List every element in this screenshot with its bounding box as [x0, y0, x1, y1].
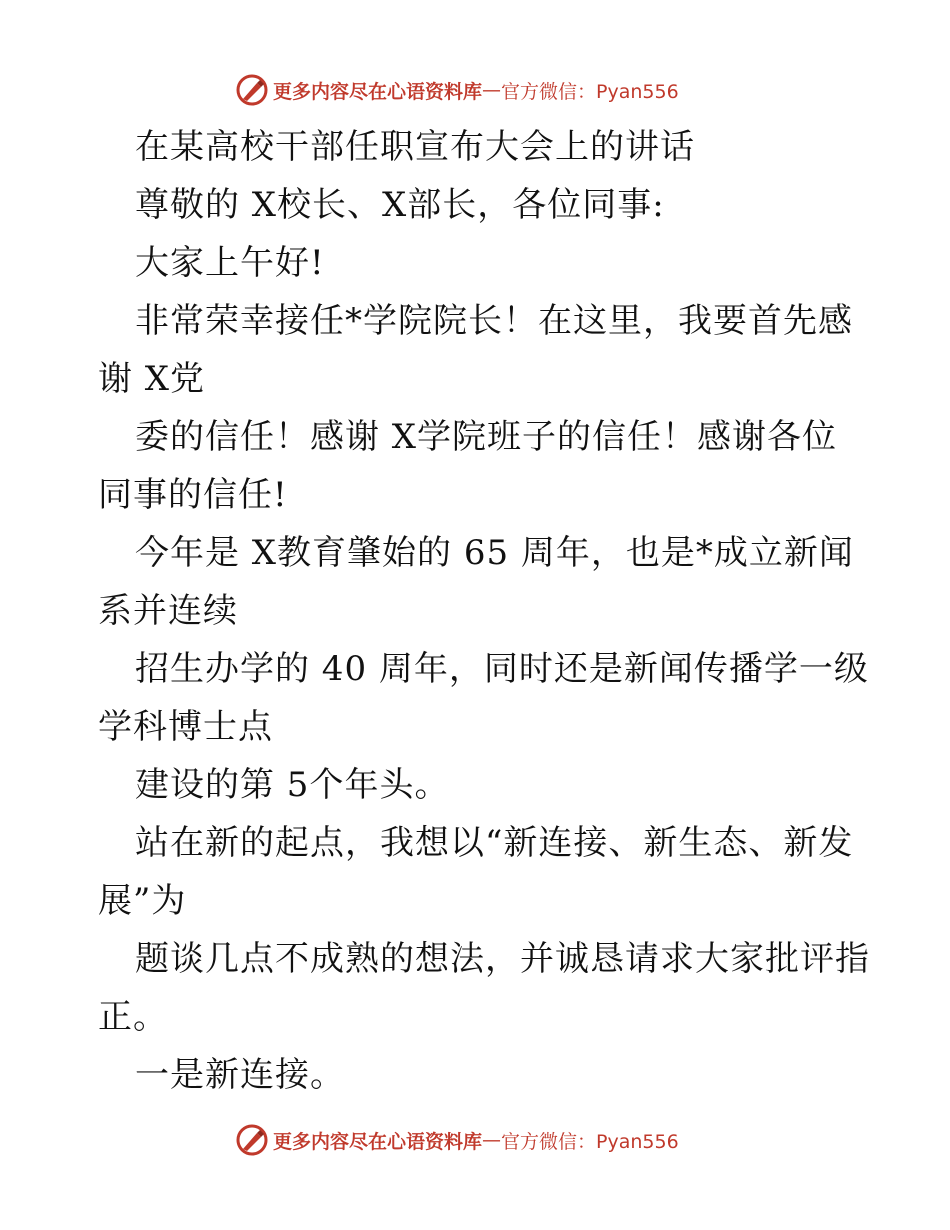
document-body — [98, 118, 868, 1104]
footer-watermark-banner — [235, 1122, 679, 1158]
paragraph-line: 委的信任！感谢 X学院班子的信任！感谢各位 — [135, 417, 838, 457]
paragraph-line: 题谈几点不成熟的想法，并诚恳请求大家批评指 — [135, 939, 870, 979]
paragraph-line: 非常荣幸接任*学院院长！在这里，我要首先感 — [135, 301, 853, 341]
paragraph-line: 展”为 — [98, 881, 187, 921]
banner-brand-text: 更多内容尽在心语资料库 — [273, 80, 483, 103]
pen-logo-icon — [235, 73, 269, 107]
paragraph-line: 站在新的起点，我想以“新连接、新生态、新发 — [135, 823, 854, 863]
section-heading-line: 一是新连接。 — [135, 1055, 345, 1095]
banner-wechat-text: 官方微信：Pyan556 — [501, 80, 679, 103]
banner-wechat-text: 官方微信：Pyan556 — [501, 1130, 679, 1153]
greeting-line: 大家上午好! — [135, 243, 325, 283]
paragraph-line: 正。 — [98, 997, 168, 1037]
banner-dash: — — [482, 79, 502, 101]
paragraph-line: 系并连续 — [98, 591, 238, 631]
header-watermark-banner — [235, 72, 679, 108]
paragraph-line: 学科博士点 — [98, 707, 273, 747]
paragraph-line: 同事的信任! — [98, 475, 288, 515]
paragraph-line: 今年是 X教育肇始的 65 周年，也是*成立新闻 — [135, 533, 854, 573]
paragraph-line: 建设的第 5个年头。 — [135, 765, 450, 805]
banner-dash: — — [482, 1129, 502, 1151]
document-title: 在某高校干部任职宣布大会上的讲话 — [135, 127, 695, 167]
salutation-line: 尊敬的 X校长、X部长，各位同事: — [135, 185, 665, 225]
paragraph-line: 招生办学的 40 周年，同时还是新闻传播学一级 — [135, 649, 869, 689]
paragraph-line: 谢 X党 — [98, 359, 206, 399]
pen-logo-icon — [235, 1123, 269, 1157]
banner-brand-text: 更多内容尽在心语资料库 — [273, 1130, 483, 1153]
